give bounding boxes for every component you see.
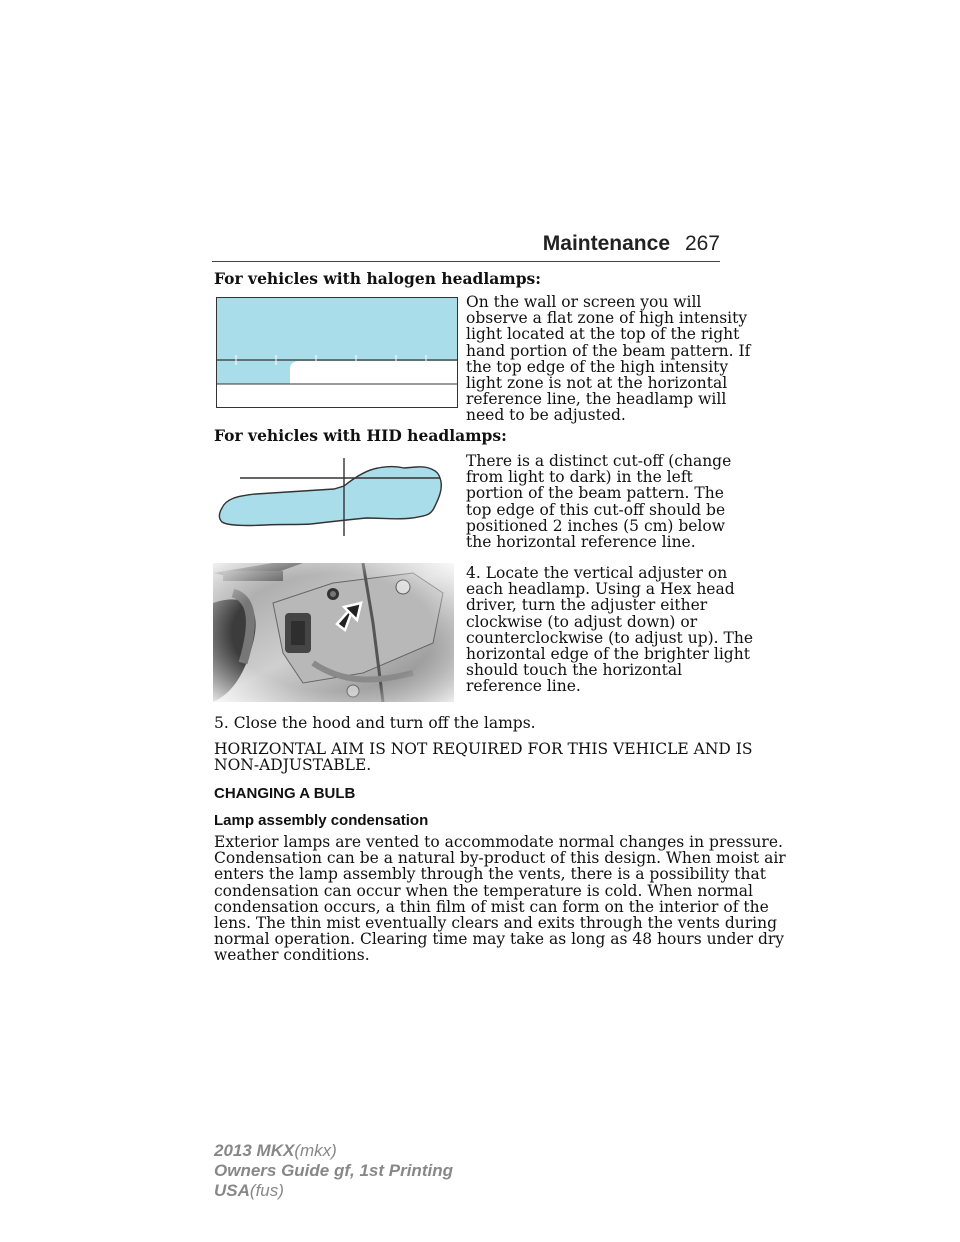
subsection-title: Lamp assembly condensation bbox=[214, 812, 429, 829]
step-5-text: 5. Close the hood and turn off the lamps. bbox=[214, 714, 536, 732]
text-line: HORIZONTAL AIM IS NOT REQUIRED FOR THIS VEHICLE AND IS bbox=[214, 740, 753, 758]
halogen-beam-pattern-figure bbox=[216, 297, 458, 408]
footer-model-code: (mkx) bbox=[294, 1141, 337, 1160]
text-line: positioned 2 inches (5 cm) below bbox=[466, 516, 725, 535]
text-line: should touch the horizontal bbox=[466, 661, 683, 680]
hid-text bbox=[466, 453, 731, 550]
horizontal-aim-notice bbox=[214, 741, 752, 773]
page-header bbox=[212, 232, 720, 260]
text-line: reference line, the headlamp will bbox=[466, 390, 727, 409]
vertical-adjuster-photo bbox=[213, 563, 454, 702]
text-line: Exterior lamps are vented to accommodate normal changes in pressure. bbox=[214, 833, 783, 851]
text-line: normal operation. Clearing time may take as long as 48 hours under dry bbox=[214, 930, 785, 949]
text-line: enters the lamp assembly through the vents, there is a possibility that bbox=[214, 865, 766, 884]
text-line: counterclockwise (to adjust up). The bbox=[466, 628, 754, 647]
footer-line-model bbox=[214, 1141, 453, 1161]
text-line: hand portion of the beam pattern. If bbox=[466, 341, 751, 360]
footer-market-code: (fus) bbox=[249, 1181, 284, 1200]
text-line: 4. Locate the vertical adjuster on bbox=[466, 564, 728, 582]
text-line: light zone is not at the horizontal bbox=[466, 374, 728, 393]
halogen-heading: For vehicles with halogen headlamps: bbox=[214, 269, 541, 288]
text-line: There is a distinct cut-off (change bbox=[466, 452, 732, 470]
text-line: portion of the beam pattern. The bbox=[466, 484, 724, 503]
text-line: the horizontal reference line. bbox=[466, 533, 696, 552]
text-line: from light to dark) in the left bbox=[466, 468, 693, 487]
page-number: 267 bbox=[684, 232, 720, 255]
hid-heading: For vehicles with HID headlamps: bbox=[214, 426, 507, 445]
text-line: light located at the top of the right bbox=[466, 325, 740, 344]
halogen-text bbox=[466, 294, 750, 424]
text-line: On the wall or screen you will bbox=[466, 293, 702, 311]
section-header-title: Maintenance bbox=[542, 232, 670, 255]
footer-model: 2013 MKX bbox=[214, 1141, 295, 1160]
text-line: weather conditions. bbox=[214, 946, 370, 965]
condensation-paragraph bbox=[214, 834, 786, 964]
text-line: need to be adjusted. bbox=[466, 406, 626, 425]
header-rule bbox=[212, 261, 720, 262]
text-line: observe a flat zone of high intensity bbox=[466, 309, 748, 328]
text-line: reference line. bbox=[466, 677, 581, 696]
step-4-text bbox=[466, 565, 753, 695]
footer-line-market bbox=[214, 1181, 453, 1201]
text-line: horizontal edge of the brighter light bbox=[466, 645, 750, 664]
text-line: lens. The thin mist eventually clears and exits through the vents during bbox=[214, 914, 777, 933]
text-line: top edge of this cut-off should be bbox=[466, 500, 726, 519]
text-line: condensation can occur when the temperature is cold. When normal bbox=[214, 881, 753, 900]
text-line: condensation occurs, a thin film of mist can form on the interior of the bbox=[214, 897, 769, 916]
text-line: driver, turn the adjuster either bbox=[466, 596, 708, 615]
text-line: the top edge of the high intensity bbox=[466, 357, 729, 376]
text-line: Condensation can be a natural by-product of this design. When moist air bbox=[214, 849, 786, 868]
hid-beam-pattern-figure bbox=[216, 456, 442, 538]
footer-guide: Owners Guide gf, 1st Printing bbox=[214, 1161, 453, 1180]
section-title: CHANGING A BULB bbox=[214, 785, 356, 802]
text-line: each headlamp. Using a Hex head bbox=[466, 580, 735, 599]
footer-market: USA bbox=[214, 1181, 250, 1200]
text-line: clockwise (to adjust down) or bbox=[466, 612, 698, 631]
page-footer bbox=[214, 1141, 453, 1201]
text-line: NON-ADJUSTABLE. bbox=[214, 756, 372, 775]
